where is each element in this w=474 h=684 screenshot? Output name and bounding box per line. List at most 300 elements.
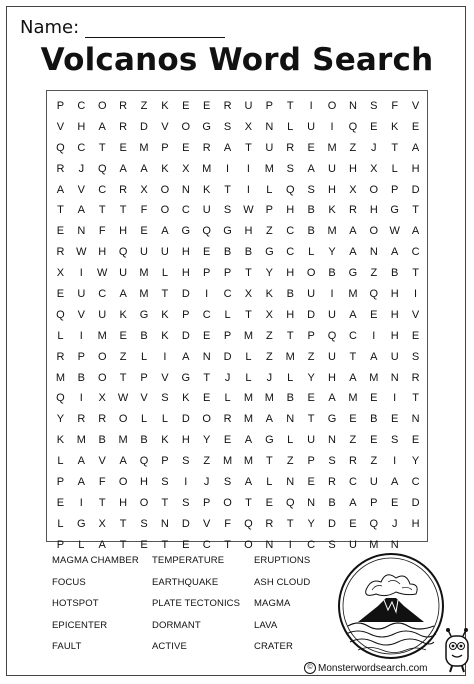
grid-cell[interactable]: C [223, 288, 232, 301]
grid-cell[interactable]: A [370, 350, 378, 363]
grid-cell[interactable]: E [140, 538, 148, 551]
grid-cell[interactable]: L [140, 413, 148, 426]
grid-cell[interactable]: E [119, 141, 127, 154]
grid-cell[interactable]: Q [244, 517, 253, 530]
grid-cell[interactable]: C [286, 225, 295, 238]
grid-cell[interactable]: O [202, 413, 211, 426]
grid-cell[interactable]: I [393, 455, 397, 468]
grid-cell[interactable]: B [370, 413, 378, 426]
grid-cell[interactable]: A [349, 225, 357, 238]
grid-cell[interactable]: G [139, 308, 149, 321]
grid-cell[interactable]: P [161, 141, 169, 154]
grid-cell[interactable]: P [140, 371, 148, 384]
grid-cell[interactable]: B [307, 204, 315, 217]
grid-cell[interactable]: H [119, 496, 128, 509]
grid-cell[interactable]: U [307, 120, 316, 133]
grid-cell[interactable]: I [309, 100, 313, 112]
grid-cell[interactable]: T [98, 204, 106, 217]
grid-cell[interactable]: T [98, 496, 106, 509]
grid-cell[interactable]: B [286, 392, 294, 405]
grid-cell[interactable]: M [222, 455, 233, 468]
grid-cell[interactable]: A [349, 308, 357, 321]
grid-cell[interactable]: H [77, 120, 86, 133]
grid-cell[interactable]: T [119, 204, 127, 217]
grid-cell[interactable]: N [265, 538, 274, 551]
grid-cell[interactable]: W [389, 225, 400, 238]
grid-cell[interactable]: Z [203, 455, 211, 468]
grid-cell[interactable]: E [182, 141, 190, 154]
grid-cell[interactable]: M [139, 267, 149, 280]
grid-cell[interactable]: O [160, 183, 170, 196]
grid-cell[interactable]: E [411, 434, 420, 447]
grid-cell[interactable]: C [98, 288, 107, 301]
grid-cell[interactable]: N [369, 246, 378, 259]
grid-cell[interactable]: D [140, 120, 148, 133]
grid-cell[interactable]: T [119, 517, 127, 530]
grid-cell[interactable]: S [182, 496, 190, 509]
grid-cell[interactable]: P [223, 329, 232, 342]
grid-cell[interactable]: N [286, 476, 295, 489]
grid-cell[interactable]: P [265, 204, 274, 217]
grid-cell[interactable]: T [286, 100, 294, 112]
grid-cell[interactable]: Z [265, 329, 273, 342]
grid-cell[interactable]: E [140, 225, 148, 238]
grid-cell[interactable]: O [97, 350, 107, 363]
grid-cell[interactable]: K [56, 434, 65, 447]
grid-cell[interactable]: H [181, 434, 190, 447]
grid-cell[interactable]: H [181, 246, 190, 259]
grid-cell[interactable]: W [243, 204, 254, 217]
grid-cell[interactable]: R [56, 162, 65, 175]
grid-cell[interactable]: E [349, 517, 357, 530]
grid-cell[interactable]: A [349, 246, 357, 259]
grid-cell[interactable]: E [182, 100, 190, 112]
grid-cell[interactable]: G [265, 246, 274, 259]
grid-cell[interactable]: L [161, 413, 168, 426]
grid-cell[interactable]: S [223, 476, 232, 489]
grid-cell[interactable]: S [328, 455, 336, 468]
grid-cell[interactable]: L [161, 267, 168, 280]
grid-cell[interactable]: V [140, 392, 148, 405]
grid-cell[interactable]: M [139, 288, 149, 301]
grid-cell[interactable]: T [412, 267, 419, 280]
grid-cell[interactable]: U [244, 100, 253, 112]
grid-cell[interactable]: M [348, 288, 358, 301]
grid-cell[interactable]: P [56, 538, 65, 551]
grid-cell[interactable]: P [307, 329, 315, 342]
grid-cell[interactable]: G [202, 120, 211, 133]
grid-cell[interactable]: Z [349, 141, 357, 154]
grid-cell[interactable]: F [98, 476, 106, 489]
grid-cell[interactable]: B [328, 496, 336, 509]
grid-cell[interactable]: B [286, 288, 294, 301]
grid-cell[interactable]: T [286, 517, 294, 530]
grid-cell[interactable]: R [348, 204, 357, 217]
grid-cell[interactable]: O [139, 496, 149, 509]
grid-cell[interactable]: A [98, 120, 106, 133]
grid-cell[interactable]: U [160, 246, 169, 259]
grid-cell[interactable]: M [243, 392, 254, 405]
grid-cell[interactable]: I [205, 288, 209, 301]
grid-cell[interactable]: N [411, 413, 420, 426]
grid-cell[interactable]: L [245, 371, 252, 384]
grid-cell[interactable]: E [391, 413, 399, 426]
grid-cell[interactable]: T [286, 329, 294, 342]
grid-cell[interactable]: Q [56, 141, 65, 154]
grid-cell[interactable]: M [243, 455, 254, 468]
grid-cell[interactable]: T [203, 371, 211, 384]
grid-cell[interactable]: N [77, 225, 86, 238]
grid-cell[interactable]: O [327, 100, 337, 112]
grid-cell[interactable]: C [348, 329, 357, 342]
grid-cell[interactable]: A [349, 496, 357, 509]
grid-cell[interactable]: J [266, 371, 273, 384]
grid-cell[interactable]: Y [307, 371, 315, 384]
grid-cell[interactable]: I [330, 120, 334, 133]
grid-cell[interactable]: S [411, 350, 420, 363]
grid-cell[interactable]: B [77, 371, 85, 384]
grid-cell[interactable]: N [390, 371, 399, 384]
grid-cell[interactable]: H [119, 225, 128, 238]
grid-cell[interactable]: H [286, 308, 295, 321]
grid-cell[interactable]: E [411, 120, 420, 133]
grid-cell[interactable]: U [348, 538, 357, 551]
grid-cell[interactable]: Q [348, 120, 358, 133]
grid-cell[interactable]: X [140, 183, 148, 196]
grid-cell[interactable]: V [161, 120, 169, 133]
grid-cell[interactable]: A [56, 183, 65, 196]
grid-cell[interactable]: A [77, 476, 85, 489]
grid-cell[interactable]: I [184, 476, 188, 489]
grid-cell[interactable]: T [412, 392, 419, 405]
grid-cell[interactable]: G [390, 204, 399, 217]
grid-cell[interactable]: X [244, 120, 253, 133]
grid-cell[interactable]: O [118, 413, 128, 426]
grid-cell[interactable]: T [245, 267, 252, 280]
grid-cell[interactable]: R [328, 476, 336, 489]
grid-cell[interactable]: Z [370, 267, 378, 280]
grid-cell[interactable]: I [79, 392, 83, 405]
grid-cell[interactable]: S [140, 517, 148, 530]
grid-cell[interactable]: Y [203, 434, 211, 447]
grid-cell[interactable]: A [411, 141, 420, 154]
grid-cell[interactable]: D [328, 517, 336, 530]
grid-cell[interactable]: M [348, 392, 358, 405]
grid-cell[interactable]: I [226, 162, 230, 175]
grid-cell[interactable]: L [78, 538, 85, 551]
grid-cell[interactable]: Q [56, 308, 65, 321]
grid-cell[interactable]: I [288, 538, 292, 551]
grid-cell[interactable]: L [140, 350, 148, 363]
grid-cell[interactable]: G [181, 225, 191, 238]
grid-cell[interactable]: H [98, 246, 107, 259]
grid-cell[interactable]: T [224, 538, 231, 551]
grid-cell[interactable]: U [328, 162, 336, 175]
grid-cell[interactable]: S [223, 204, 232, 217]
grid-cell[interactable]: S [391, 434, 399, 447]
grid-cell[interactable]: C [286, 246, 295, 259]
grid-cell[interactable]: W [117, 392, 129, 405]
grid-cell[interactable]: Y [411, 455, 420, 468]
grid-cell[interactable]: Z [140, 100, 148, 112]
grid-cell[interactable]: O [160, 204, 170, 217]
grid-cell[interactable]: E [307, 141, 315, 154]
grid-cell[interactable]: S [182, 455, 190, 468]
grid-cell[interactable]: N [160, 517, 169, 530]
grid-cell[interactable]: P [203, 267, 211, 280]
grid-cell[interactable]: X [56, 267, 65, 280]
grid-cell[interactable]: U [369, 476, 378, 489]
grid-cell[interactable]: W [97, 267, 108, 280]
grid-cell[interactable]: E [56, 225, 65, 238]
grid-cell[interactable]: D [181, 288, 190, 301]
grid-cell[interactable]: N [348, 100, 357, 112]
grid-cell[interactable]: R [265, 517, 274, 530]
grid-cell[interactable]: S [286, 162, 294, 175]
grid-cell[interactable]: S [161, 476, 169, 489]
grid-cell[interactable]: T [349, 350, 357, 363]
grid-cell[interactable]: T [119, 371, 127, 384]
grid-cell[interactable]: X [265, 308, 274, 321]
grid-cell[interactable]: E [349, 413, 357, 426]
grid-cell[interactable]: C [181, 204, 190, 217]
grid-cell[interactable]: R [286, 141, 295, 154]
grid-cell[interactable]: R [77, 413, 86, 426]
grid-cell[interactable]: L [391, 162, 398, 175]
grid-cell[interactable]: I [79, 496, 83, 509]
grid-cell[interactable]: H [390, 288, 399, 301]
name-line[interactable] [85, 19, 225, 38]
grid-cell[interactable]: V [411, 308, 420, 321]
grid-cell[interactable]: E [307, 476, 315, 489]
grid-cell[interactable]: U [98, 308, 107, 321]
grid-cell[interactable]: I [246, 183, 250, 196]
grid-cell[interactable]: J [371, 141, 377, 154]
grid-cell[interactable]: R [119, 100, 128, 112]
grid-cell[interactable]: T [161, 496, 169, 509]
grid-cell[interactable]: N [265, 120, 274, 133]
grid-cell[interactable]: M [139, 141, 149, 154]
grid-cell[interactable]: A [244, 476, 253, 489]
grid-cell[interactable]: L [57, 455, 64, 468]
grid-cell[interactable]: O [369, 225, 379, 238]
grid-cell[interactable]: X [98, 392, 106, 405]
grid-cell[interactable]: K [328, 204, 336, 217]
grid-cell[interactable]: Q [369, 288, 379, 301]
grid-cell[interactable]: Y [56, 413, 65, 426]
grid-cell[interactable]: K [161, 100, 169, 112]
grid-cell[interactable]: H [244, 225, 253, 238]
grid-cell[interactable]: L [266, 183, 273, 196]
grid-cell[interactable]: Q [285, 183, 295, 196]
grid-cell[interactable]: J [224, 371, 231, 384]
grid-cell[interactable]: L [287, 120, 294, 133]
grid-cell[interactable]: Z [119, 350, 127, 363]
grid-cell[interactable]: D [181, 329, 190, 342]
grid-cell[interactable]: V [203, 517, 211, 530]
grid-cell[interactable]: H [328, 371, 336, 384]
grid-cell[interactable]: B [391, 267, 399, 280]
grid-cell[interactable]: T [161, 288, 169, 301]
grid-cell[interactable]: K [161, 162, 169, 175]
grid-cell[interactable]: D [411, 183, 420, 196]
grid-cell[interactable]: S [307, 183, 315, 196]
grid-cell[interactable]: A [98, 538, 106, 551]
grid-cell[interactable]: B [328, 267, 336, 280]
grid-cell[interactable]: C [307, 538, 316, 551]
grid-cell[interactable]: N [390, 538, 399, 551]
grid-cell[interactable]: Q [139, 455, 149, 468]
grid-cell[interactable]: H [390, 308, 399, 321]
grid-cell[interactable]: U [328, 308, 336, 321]
grid-cell[interactable]: P [223, 267, 232, 280]
grid-cell[interactable]: H [369, 204, 378, 217]
grid-cell[interactable]: R [223, 413, 232, 426]
grid-cell[interactable]: R [98, 413, 107, 426]
grid-cell[interactable]: E [203, 246, 211, 259]
grid-cell[interactable]: A [411, 225, 420, 238]
grid-cell[interactable]: Q [56, 392, 65, 405]
grid-cell[interactable]: L [245, 350, 252, 363]
grid-cell[interactable]: M [76, 434, 86, 447]
grid-cell[interactable]: R [119, 120, 128, 133]
grid-cell[interactable]: I [79, 267, 83, 280]
grid-cell[interactable]: M [285, 350, 295, 363]
grid-cell[interactable]: K [182, 392, 190, 405]
grid-cell[interactable]: V [161, 371, 169, 384]
grid-cell[interactable]: I [246, 162, 250, 175]
grid-cell[interactable]: V [77, 183, 85, 196]
grid-cell[interactable]: V [56, 120, 65, 133]
grid-cell[interactable]: S [328, 538, 336, 551]
grid-cell[interactable]: E [370, 120, 378, 133]
grid-cell[interactable]: H [411, 162, 420, 175]
grid-cell[interactable]: K [161, 329, 169, 342]
grid-cell[interactable]: C [98, 183, 107, 196]
grid-cell[interactable]: H [390, 329, 399, 342]
grid-cell[interactable]: H [140, 476, 148, 489]
grid-cell[interactable]: D [307, 308, 316, 321]
grid-cell[interactable]: A [244, 434, 253, 447]
grid-cell[interactable]: E [411, 329, 420, 342]
grid-cell[interactable]: Z [349, 434, 357, 447]
grid-cell[interactable]: N [328, 434, 336, 447]
grid-cell[interactable]: T [119, 538, 127, 551]
grid-cell[interactable]: G [327, 413, 337, 426]
grid-cell[interactable]: H [286, 204, 295, 217]
grid-cell[interactable]: B [140, 434, 148, 447]
grid-cell[interactable]: K [161, 308, 169, 321]
grid-cell[interactable]: O [306, 267, 316, 280]
grid-cell[interactable]: O [244, 538, 253, 551]
grid-cell[interactable]: B [98, 434, 106, 447]
grid-cell[interactable]: Y [307, 517, 315, 530]
grid-cell[interactable]: L [266, 476, 273, 489]
grid-cell[interactable]: A [182, 350, 190, 363]
grid-cell[interactable]: Q [285, 496, 295, 509]
grid-cell[interactable]: W [76, 246, 87, 259]
grid-cell[interactable]: Z [286, 455, 294, 468]
grid-cell[interactable]: T [161, 538, 169, 551]
grid-cell[interactable]: Q [327, 329, 337, 342]
grid-cell[interactable]: B [307, 225, 315, 238]
grid-cell[interactable]: G [265, 434, 274, 447]
grid-cell[interactable]: R [348, 455, 357, 468]
grid-cell[interactable]: A [391, 476, 399, 489]
grid-cell[interactable]: G [181, 371, 191, 384]
grid-cell[interactable]: T [245, 308, 252, 321]
grid-cell[interactable]: S [161, 392, 169, 405]
grid-cell[interactable]: A [328, 392, 336, 405]
grid-cell[interactable]: A [140, 162, 148, 175]
grid-cell[interactable]: E [182, 538, 190, 551]
grid-cell[interactable]: O [97, 100, 107, 112]
grid-cell[interactable]: E [370, 308, 378, 321]
grid-cell[interactable]: A [307, 162, 315, 175]
grid-cell[interactable]: H [328, 183, 336, 196]
grid-cell[interactable]: L [224, 308, 231, 321]
grid-cell[interactable]: J [203, 476, 210, 489]
grid-cell[interactable]: E [119, 329, 127, 342]
grid-cell[interactable]: U [328, 350, 336, 363]
grid-cell[interactable]: K [265, 288, 274, 301]
grid-cell[interactable]: T [391, 141, 399, 154]
grid-cell[interactable]: U [265, 141, 274, 154]
grid-cell[interactable]: U [77, 288, 86, 301]
grid-cell[interactable]: L [224, 392, 231, 405]
grid-cell[interactable]: P [56, 100, 65, 112]
grid-cell[interactable]: L [287, 371, 294, 384]
grid-cell[interactable]: F [224, 517, 231, 530]
grid-cell[interactable]: C [348, 476, 357, 489]
grid-cell[interactable]: V [411, 100, 420, 112]
grid-cell[interactable]: U [307, 434, 316, 447]
grid-cell[interactable]: O [97, 371, 107, 384]
grid-cell[interactable]: M [202, 162, 212, 175]
grid-cell[interactable]: F [391, 100, 399, 112]
grid-cell[interactable]: P [307, 455, 315, 468]
grid-cell[interactable]: L [287, 434, 294, 447]
grid-cell[interactable]: I [372, 329, 376, 342]
grid-cell[interactable]: R [56, 350, 65, 363]
grid-cell[interactable]: Z [265, 225, 273, 238]
grid-cell[interactable]: R [202, 141, 211, 154]
grid-cell[interactable]: J [391, 517, 398, 530]
grid-cell[interactable]: A [349, 371, 357, 384]
grid-cell[interactable]: A [161, 225, 169, 238]
grid-cell[interactable]: M [55, 371, 66, 384]
grid-cell[interactable]: A [265, 413, 274, 426]
grid-cell[interactable]: M [369, 538, 379, 551]
grid-cell[interactable]: P [265, 100, 274, 112]
grid-cell[interactable]: C [411, 476, 420, 489]
grid-cell[interactable]: P [203, 496, 211, 509]
grid-cell[interactable]: S [370, 100, 378, 112]
grid-cell[interactable]: Z [307, 350, 315, 363]
grid-cell[interactable]: A [119, 455, 127, 468]
grid-cell[interactable]: M [369, 371, 379, 384]
grid-cell[interactable]: M [264, 162, 274, 175]
grid-cell[interactable]: D [411, 496, 420, 509]
grid-cell[interactable]: T [57, 204, 64, 217]
grid-cell[interactable]: X [244, 288, 253, 301]
grid-cell[interactable]: B [140, 329, 148, 342]
grid-cell[interactable]: H [411, 517, 420, 530]
grid-cell[interactable]: N [307, 496, 316, 509]
grid-cell[interactable]: M [118, 434, 128, 447]
grid-cell[interactable]: E [203, 392, 211, 405]
grid-cell[interactable]: T [412, 204, 419, 217]
